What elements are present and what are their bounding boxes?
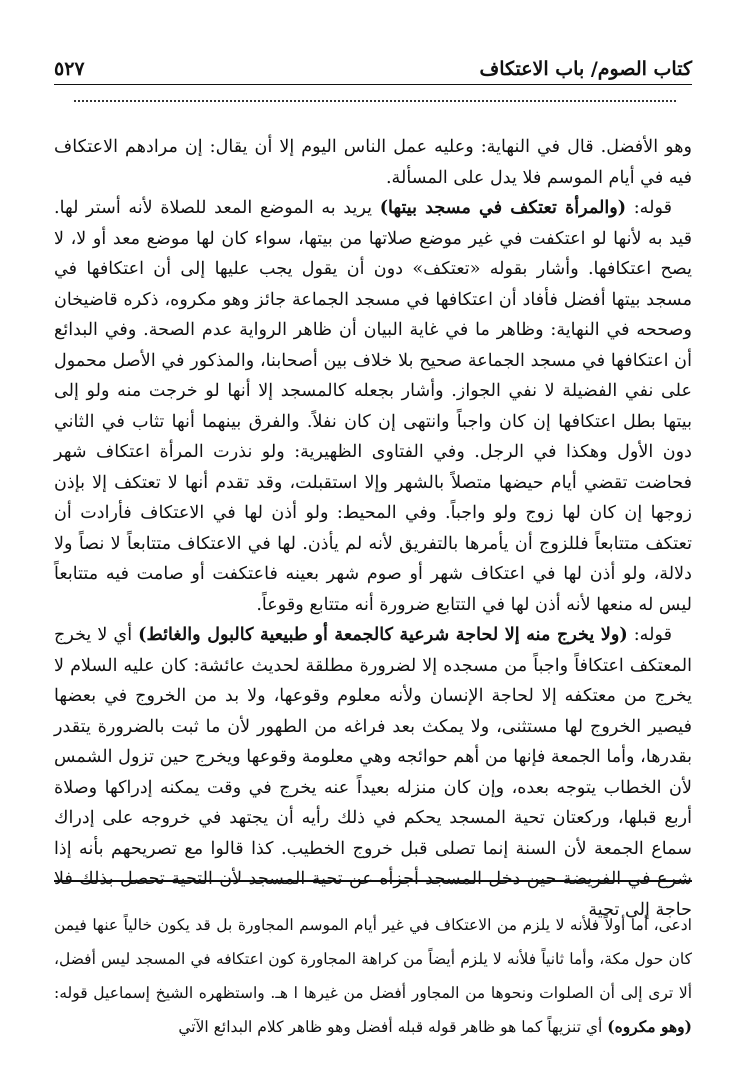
qawluhu-label: قوله:	[626, 198, 672, 218]
main-text	[54, 132, 692, 925]
page-number: ٥٢٧	[54, 58, 85, 80]
footnote-text: ادعى، أما أولاً فلأنه لا يلزم من الاعتكاف في غير أيام الموسم المجاورة بل قد يكون خالياً عنها فيمن كان حول مكة، وأما ثانياً فلأنه لا يلزم أيضاً من كراهة المجاورة كون اعتكافه في المسجد ليس أفضل، ألا ترى إلى أن الصلوات ونحوها من المجاور أفضل من غيرها ا هـ. واستظهره الشيخ إسماعيل قوله:	[54, 916, 692, 1002]
qawluhu-label: قوله:	[627, 625, 672, 645]
footnote	[54, 908, 692, 1044]
paragraph-2	[54, 193, 692, 620]
footnote-paragraph	[54, 908, 692, 1044]
matn-quote: (ولا يخرج منه إلا لحاجة شرعية كالجمعة أو طبيعية كالبول والغائط)	[138, 624, 628, 645]
dotted-separator	[74, 100, 676, 102]
footnote-matn: (وهو مكروه)	[607, 1017, 692, 1036]
running-title: كتاب الصوم/ باب الاعتكاف	[479, 58, 692, 80]
commentary-text: يريد به الموضع المعد للصلاة لأنه أستر لها. قيد به لأنها لو اعتكفت في غير موضع صلاتها من بيتها، سواء كان لها موضع معد أو لا، لا يصح اعتكافها. وأشار بقوله «تعتكف» دون أن يقول يجب عليها إلى أن اعتكافها في مسجد بيتها أفضل فأفاد أن اعتكافها في مسجد الجماعة جائز وهو مكروه، ذكره قاضيخان وصححه في النهاية: وظاهر ما في غاية البيان أن ظاهر الرواية عدم الصحة. وفي البدائع أن اعتكافها في مسجد الجماعة صحيح بلا خلاف بين أصحابنا، والمذكور في الأصل محمول على نفي الفضيلة لا نفي الجواز. وأشار بجعله كالمسجد إلا أنها لو خرجت منه ولو إلى بيتها بطل اعتكافها إن كان واجباً وانتهى إن كان نفلاً. والفرق بينهما أنها تثاب في الثاني دون الأول وهكذا في الرجل. وفي الفتاوى الظهيرية: ولو نذرت المرأة اعتكاف شهر فحاضت تقضي أيام حيضها متصلاً بالشهر وإلا استقبلت، وقد تقدم أنها لا تعتكف إلا بإذن زوجها إن كان لها زوج ولو واجباً. وفي المحيط: ولو أذن لها في الاعتكاف فأرادت أن تعتكف متتابعاً فللزوج أن يأمرها بالتفريق لأنه لم يأذن. لها في الاعتكاف متتابعاً لا نصاً ولا دلالة، ولو أذن لها في اعتكاف شهر أو صوم شهر بعينه فاعتكفت أو صامت فيه متتابعاً ليس له منعها لأنه أذن لها في التتابع ضرورة أنه متتابع وقوعاً.	[54, 198, 692, 615]
matn-quote: (والمرأة تعتكف في مسجد بيتها)	[379, 197, 627, 218]
commentary-text: أي لا يخرج المعتكف اعتكافاً واجباً من مسجده إلا لضرورة مطلقة لحديث عائشة: كان عليه السلام لا يخرج من معتكفه إلا لحاجة الإنسان ولأنه معلوم وقوعها، ولا بد من الخروج في بعضها فيصير الخروج لها مستثنى، ولا يمكث بعد فراغه من الطهور لأن ما ثبت بالضرورة يتقدر بقدرها، وأما الجمعة فإنها من أهم حوائجه وهي معلومة وقوعها ويخرج حين تزول الشمس لأن الخطاب يتوجه بعده، وإن كان منزله بعيداً عنه يخرج في وقت يمكنه إدراكها وصلاة أربع قبلها، وركعتان تحية المسجد يحكم في ذلك رأيه أن يجتهد في خروجه على إدراك سماع الجمعة لأن السنة إنما تصلى قبل خروج الخطيب. كذا قالوا مع تصريحهم بأنه إذا شرع في الفريضة حين دخل المسجد أجزأه عن تحية المسجد لأن التحية تحصل بذلك فلا حاجة إلى تحية	[54, 625, 692, 920]
paragraph-1: وهو الأفضل. قال في النهاية: وعليه عمل الناس اليوم إلا أن يقال: إن مرادهم الاعتكاف فيه في أيام الموسم فلا يدل على المسألة.	[54, 137, 692, 188]
footnote-tail: أي تنزيهاً كما هو ظاهر قوله قبله أفضل وهو ظاهر كلام البدائع الآتي	[178, 1018, 608, 1036]
footnote-separator	[54, 880, 692, 882]
page-header	[54, 40, 692, 85]
